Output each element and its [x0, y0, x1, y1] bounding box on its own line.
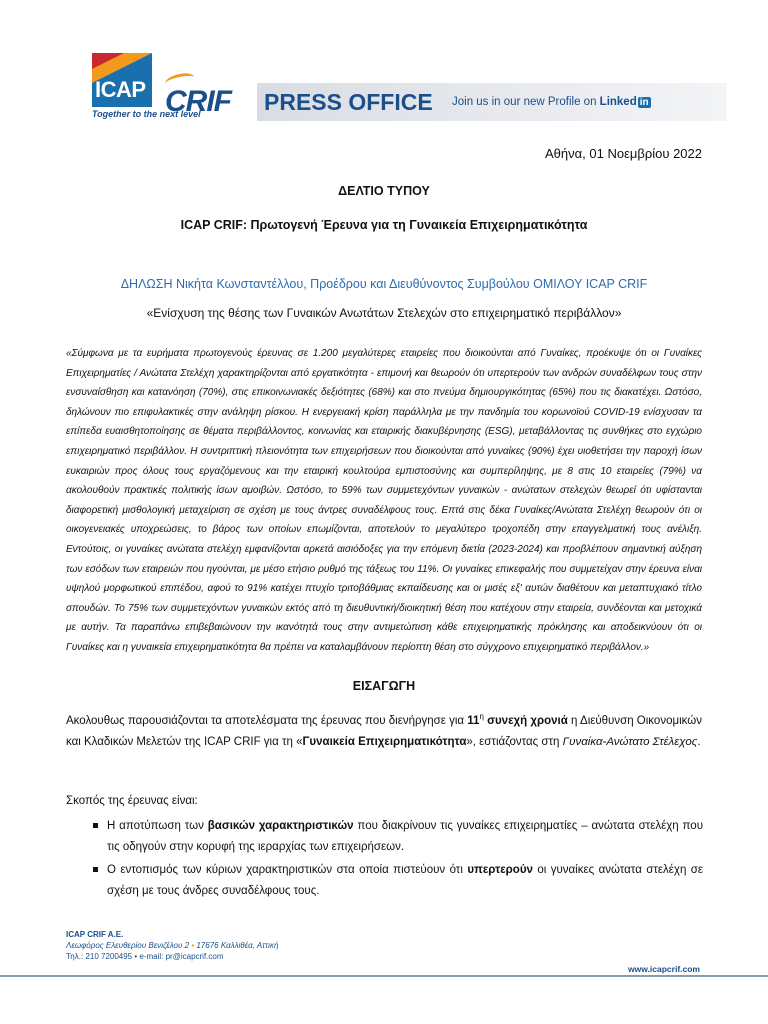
- footer-phone-email[interactable]: Τηλ.: 210 7200495 • e-mail: pr@icapcrif.com: [66, 952, 224, 961]
- statement-heading: ΔΗΛΩΣΗ Νικήτα Κωνσταντέλλου, Προέδρου και Διευθύνοντος Συμβούλου ΟΜΙΛΟΥ ICAP CRIF: [120, 277, 648, 291]
- intro-text-2: η Διεύθυνση Οικονομικών και Κλαδικών Μελετών της ICAP CRIF για τη «: [66, 714, 702, 748]
- intro-sup: η: [479, 712, 484, 721]
- linkedin-link[interactable]: [452, 96, 651, 108]
- list-item: [93, 860, 703, 902]
- bullet2-text-c: οι γυναίκες ανώτατα στελέχη σε σχέση με τους άνδρες συναδέλφους τους.: [107, 864, 703, 897]
- intro-text-1: Ακολουθως παρουσιάζονται τα αποτελέσματα της έρευνας που διενήργησε για: [66, 714, 468, 727]
- list-item-text: [93, 816, 703, 858]
- statement-title: «Ενίσχυση της θέσης των Γυναικών Ανωτάτων Στελεχών στο επιχειρηματικό περιβάλλον»: [146, 306, 622, 320]
- logo-red-shape: [92, 53, 124, 69]
- bullet2-bold: υπερτερούν: [467, 864, 533, 876]
- page-title: ICAP CRIF: Πρωτογενή Έρευνα για τη Γυναικεία Επιχειρηματικότητα: [180, 218, 588, 232]
- footer-divider: [0, 975, 768, 977]
- linkedin-prefix: Join us in our new Profile on: [452, 96, 600, 108]
- intro-paragraph: [66, 706, 702, 753]
- linkedin-icon: in: [639, 97, 649, 108]
- logo-tagline: Together to the next level: [92, 109, 201, 119]
- list-item-text: [93, 860, 703, 902]
- logo-text: ICAP: [95, 77, 146, 102]
- bullet1-text-a: Η αποτύπωση των: [107, 820, 208, 832]
- bullet2-text-a: Ο εντοπισμός των κύριων χαρακτηριστικών στα οποία πιστεύουν ότι: [107, 864, 468, 876]
- ceo-quote: «Σύμφωνα με τα ευρήματα πρωτογενούς έρευνας σε 1.200 μεγαλύτερες εταιρείες που διοικούνται από Γυναίκες, προέκυψε ότι οι Γυναίκες Επιχειρηματίες / Ανώτατα Στελέχη χαρακτηρίζονται από εργατικότητα - επιμονή και θεωρούν ότι υπερτερούν των ανδρών συναδέλφων τους στην ενσυναίσθηση και κατανόηση (70%), στις επικοινωνιακές δεξιότητες (68%) και στο πνεύμα δημιουργικότητας (65%) που τις διακατέχει. Ωστόσο, δηλώνουν πιο επιφυλακτικές στην ανάληψη ρίσκου. Η ενεργειακή κρίση παράλληλα με την πανδημία του κορωνοϊού COVID-19 ενίσχυσαν τα επίπεδα ευαισθητοποίησης σε θέματα περιβάλλοντος, κοινωνίας και εταιρικής διακυβέρνησης (ESG), μεταβάλλοντας τις συνθήκες στο εγχώριο επιχειρηματικό περιβάλλον. Η συντριπτική πλειονότητα των επιχειρήσεων που διοικούνται από γυναίκες (90%) έχει υιοθετήσει την παροχή ίσων ευκαιριών προς όλους τους εργαζόμενους και την εταιρική κουλτούρα εμπιστοσύνης και συμπερίληψης, με 8 στις 10 εταιρείες (79%) να ακολουθούν πρακτικές πολιτικής ίσων αμοιβών. Ωστόσο, το 59% των συμμετεχόντων γυναικών - ανώτατων στελεχών θεωρεί ότι υφίστανται διαφορετική μισθολογική μεταχείριση σε σχέση με τους άντρες συναδέλφους τους. Επτά στις δέκα Γυναίκες/Ανώτατα Στελέχη θεωρούν ότι οι οικογενειακές υποχρεώσεις, το βάρος των οποίων επωμίζονται, αποτελούν το μεγαλύτερο τροχοπέδη στην επαγγελματική τους ανέλιξη. Εντούτοις, οι γυναίκες ανώτατα στελέχη εμφανίζονται αρκετά αισιόδοξες για την επόμενη διετία (2023-2024) και προβλέπουν σημαντική αύξηση των εσόδων των εταιρειών που ηγούνται, με μέσο ετήσιο ρυθμό της τάξεως του 11%. Οι γυναίκες επικεφαλής που συμμετείχαν στην έρευνα είναι υψηλού μορφωτικού επιπέδου, αφού το 91% κατέχει πτυχίο τριτοβάθμιας εκπαίδευσης και οι μισές εξ' αυτών διαθέτουν και μεταπτυχιακό τίτλο σπουδών. Το 75% των συμμετεχόντων γυναικών εκτός από τη διευθυντική/διοικητική θέση που κατέχουν στην εταιρεία, συνδέονται και μετοχικά με αυτήν. Τα παραπάνω επιβεβαιώνουν την ικανότητά τους στην αντιμετώπιση κάθε επιχειρηματικής πρόκλησης και αποδεικνύουν ότι οι Γυναίκες και η γυναικεία επιχειρηματικότητα θα πρέπει να καταλαμβάνουν περίοπτη θέση στο σύγχρονο επιχειρηματικό περιβάλλον.»: [66, 348, 702, 653]
- icap-logo: [92, 53, 152, 107]
- crif-logo: CRIF: [165, 85, 231, 118]
- footer-website-link[interactable]: www.icapcrif.com: [628, 964, 700, 974]
- press-office-title: PRESS OFFICE: [264, 89, 433, 115]
- bullet1-text-c: που διακρίνουν τις γυναίκες επιχειρηματίες – ανώτατα στελέχη που τις οδηγούν στην κορυφή της ιεραρχίας των επιχειρήσεων.: [107, 820, 703, 853]
- bullet1-bold: βασικών χαρακτηριστικών: [207, 820, 354, 832]
- bullet-square-icon: [93, 867, 98, 872]
- document-type: ΔΕΛΤΙΟ ΤΥΠΟΥ: [338, 184, 430, 198]
- linkedin-word: Linked: [599, 96, 637, 108]
- footer-company: ICAP CRIF A.E.: [66, 930, 124, 939]
- intro-focus: Γυναίκα-Ανώτατο Στέλεχος: [562, 735, 698, 748]
- footer-separator: •: [191, 941, 195, 950]
- purpose-label: Σκοπός της έρευνας είναι:: [66, 795, 198, 807]
- intro-study-name: Γυναικεία Επιχειρηματικότητα: [302, 735, 467, 748]
- footer-address-1: Λεωφόρος Ελευθερίου Βενιζέλου 2: [66, 941, 190, 950]
- intro-end: .: [697, 735, 701, 748]
- section-intro-heading: ΕΙΣΑΓΩΓΗ: [352, 679, 416, 693]
- intro-consecutive: συνεχή χρονιά: [483, 714, 568, 727]
- bullet-square-icon: [93, 823, 98, 828]
- document-date: Αθήνα, 01 Νοεμβρίου 2022: [545, 146, 702, 161]
- intro-year-count: 11: [467, 714, 480, 727]
- footer-address-2: 17676 Καλλιθέα, Αττική: [196, 941, 279, 950]
- press-office-banner: [257, 83, 727, 121]
- footer-address: [66, 940, 278, 951]
- list-item: [93, 816, 703, 858]
- intro-text-3: », εστιάζοντας στη: [466, 735, 563, 748]
- footer-contact: [66, 929, 278, 962]
